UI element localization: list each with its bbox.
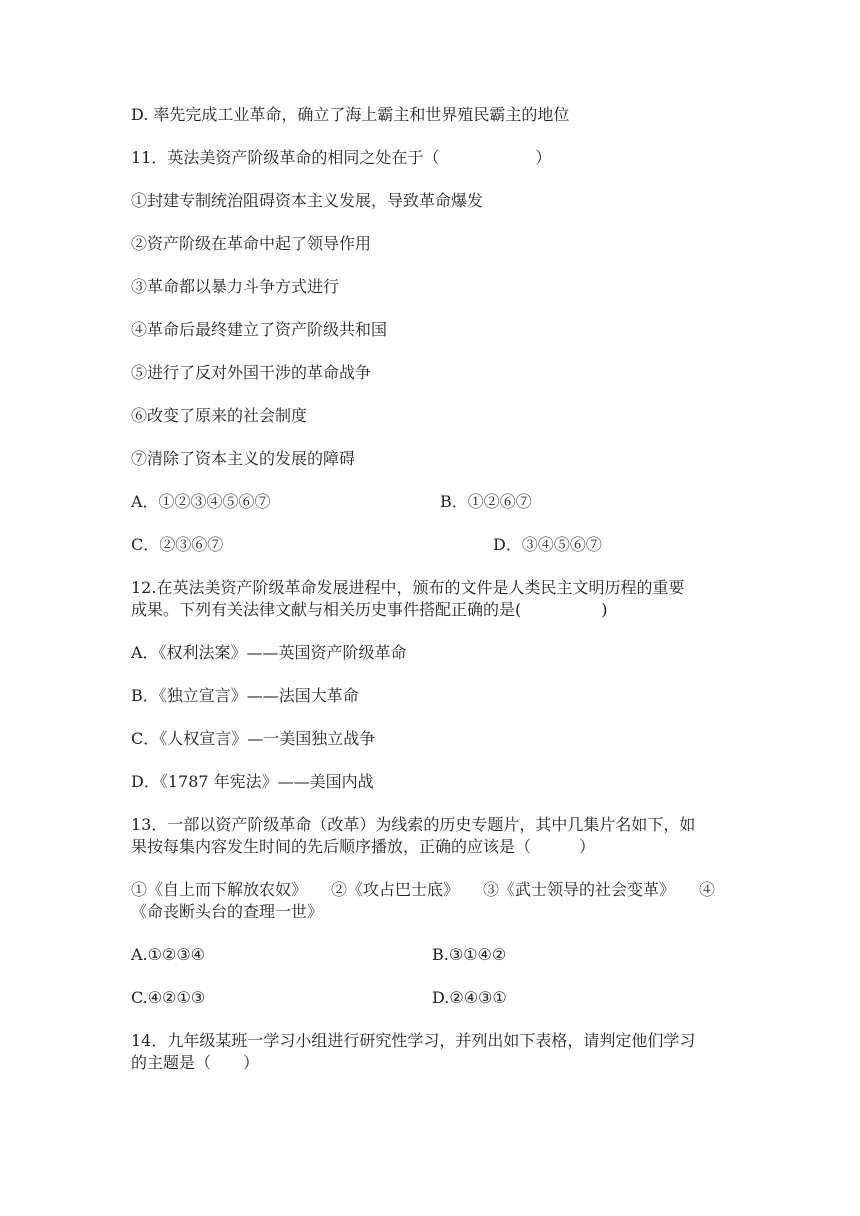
q13-stem-line-1: 13．一部以资产阶级革命（改革）为线索的历史专题片，其中几集片名如下，如 — [131, 815, 696, 834]
q11-option-b: B．①②⑥⑦ — [440, 492, 532, 511]
q11-option-a: A．①②③④⑤⑥⑦ — [131, 492, 271, 511]
q13-option-b: B.③①④② — [432, 945, 507, 964]
q13-episodes-line-1: ①《自上而下解放农奴》 ②《攻占巴士底》 ③《武士领导的社会变革》 ④ — [131, 880, 716, 899]
q11-option-d: D．③④⑤⑥⑦ — [493, 535, 602, 554]
q11-item-2: ②资产阶级在革命中起了领导作用 — [131, 234, 372, 253]
q11-stem: 11．英法美资产阶级革命的相同之处在于（ ） — [131, 148, 552, 167]
q13-option-c: C.④②①③ — [131, 988, 206, 1007]
q13-option-a: A.①②③④ — [131, 945, 206, 964]
q12-option-c: C．《人权宣言》—一美国独立战争 — [131, 729, 376, 748]
q13-stem-line-2: 果按每集内容发生时间的先后顺序播放，正确的应该是（ ） — [131, 837, 596, 856]
q11-item-5: ⑤进行了反对外国干涉的革命战争 — [131, 363, 372, 382]
q12-stem-line-1: 12.在英法美资产阶级革命发展进程中，颁布的文件是人类民主文明历程的重要 — [131, 578, 685, 597]
q12-option-b: B．《独立宣言》——法国大革命 — [131, 686, 359, 705]
q14-stem-line-1: 14．九年级某班一学习小组进行研究性学习，并列出如下表格，请判定他们学习 — [131, 1031, 696, 1050]
q11-item-6: ⑥改变了原来的社会制度 — [131, 406, 308, 425]
q12-option-d: D．《1787 年宪法》——美国内战 — [131, 772, 374, 791]
q12-option-a: A．《权利法案》——英国资产阶级革命 — [131, 643, 407, 662]
q11-item-3: ③革命都以暴力斗争方式进行 — [131, 277, 340, 296]
q14-stem-line-2: 的主题是（ ） — [131, 1053, 260, 1072]
q13-option-d: D.②④③① — [432, 988, 507, 1007]
q11-item-7: ⑦清除了资本主义的发展的障碍 — [131, 449, 356, 468]
q12-stem-line-2: 成果。下列有关法律文献与相关历史事件搭配正确的是( ) — [131, 600, 608, 619]
q13-episodes-line-2: 《命丧断头台的查理一世》 — [131, 902, 324, 921]
q11-option-c: C．②③⑥⑦ — [131, 535, 224, 554]
q10-option-d: D. 率先完成工业革命，确立了海上霸主和世界殖民霸主的地位 — [131, 105, 570, 124]
q11-item-1: ①封建专制统治阻碍资本主义发展，导致革命爆发 — [131, 191, 484, 210]
q11-item-4: ④革命后最终建立了资产阶级共和国 — [131, 320, 388, 339]
